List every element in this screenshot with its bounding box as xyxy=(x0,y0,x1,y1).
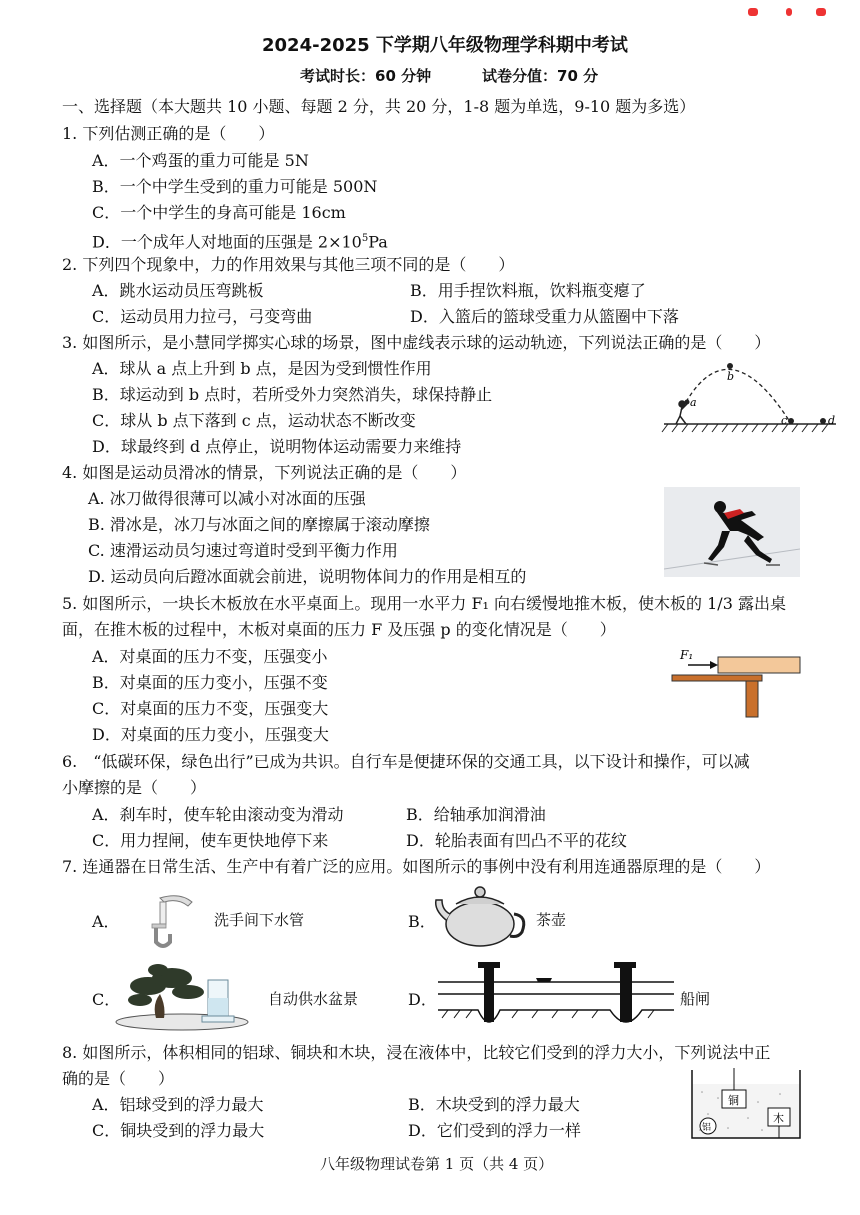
ship-lock-figure xyxy=(438,958,674,1034)
red-mark xyxy=(816,8,826,16)
q3-option-b: B．球运动到 b 点时，若所受外力突然消失，球保持静止 xyxy=(92,385,493,404)
bonsai-figure xyxy=(112,958,262,1034)
section-heading: 一、选择题（本大题共 10 小题、每题 2 分，共 20 分，1-8 题为单选，9-10 题为多选） xyxy=(62,97,696,116)
ball-d xyxy=(820,418,826,424)
page-footer: 八年级物理试卷第 1 页（共 4 页） xyxy=(320,1155,554,1173)
q2-option-c: C．运动员用力拉弓，弓变弯曲 xyxy=(92,307,313,326)
q1-option-c: C．一个中学生的身高可能是 16cm xyxy=(92,203,346,222)
copper-label: 铜 xyxy=(728,1094,739,1107)
skater-photo xyxy=(664,487,800,577)
q1-stem: 1. 下列估测正确的是（ ） xyxy=(62,124,275,143)
force-label: F₁ xyxy=(680,648,694,662)
q6-stem-line2: 小摩擦的是（ ） xyxy=(62,778,207,797)
q5-stem-line2: 面，在推木板的过程中，木板对桌面的压力 F 及压强 p 的变化情况是（ ） xyxy=(62,620,616,639)
q5-option-b: B．对桌面的压力变小，压强不变 xyxy=(92,673,328,692)
q2-option-d: D．入篮后的篮球受重力从篮圈中下落 xyxy=(410,307,679,326)
label-d: d xyxy=(828,414,836,427)
q8-stem-line2: 确的是（ ） xyxy=(62,1069,175,1088)
q1-option-a: A．一个鸡蛋的重力可能是 5N xyxy=(92,151,309,170)
drain-pipe-figure xyxy=(140,892,200,956)
exam-duration: 考试时长：60 分钟 xyxy=(300,67,432,85)
q7-stem: 7. 连通器在日常生活、生产中有着广泛的应用。如图所示的事例中没有利用连通器原理的是（ ） xyxy=(62,857,771,876)
ball-c xyxy=(788,418,794,424)
red-mark xyxy=(786,8,792,16)
q7-option-c: C． xyxy=(92,990,121,1009)
q3-option-d: D．球最终到 d 点停止，说明物体运动需要力来维持 xyxy=(92,437,462,456)
q8-option-a: A．铝球受到的浮力最大 xyxy=(92,1095,264,1114)
q8-option-d: D．它们受到的浮力一样 xyxy=(408,1121,581,1140)
aluminum-label: 铝 xyxy=(702,1123,712,1133)
q7-option-b: B． xyxy=(408,912,436,931)
q6-stem-line1: 6. “低碳环保，绿色出行”已成为共识。自行车是便捷环保的交通工具，以下设计和操作，可以减 xyxy=(62,752,750,771)
q6-option-c: C．用力捏闸，使车更快地停下来 xyxy=(92,831,329,850)
q6-option-d: D．轮胎表面有凹凸不平的花纹 xyxy=(406,831,627,850)
q5-option-d: D．对桌面的压力变小，压强变大 xyxy=(92,725,329,744)
q7-a-label: 洗手间下水管 xyxy=(214,911,305,929)
q4-stem: 4. 如图是运动员滑冰的情景，下列说法正确的是（ ） xyxy=(62,463,467,482)
ball-a xyxy=(685,400,690,405)
exam-title: 2024-2025 下学期八年级物理学科期中考试 xyxy=(262,35,628,56)
q3-option-c: C．球从 b 点下落到 c 点，运动状态不断改变 xyxy=(92,411,416,430)
red-mark xyxy=(748,8,758,16)
buoyancy-figure xyxy=(688,1068,804,1142)
q7-option-d: D． xyxy=(408,990,437,1009)
q5-stem-line1: 5. 如图所示，一块长木板放在水平桌面上。现用一水平力 F₁ 向右缓慢地推木板，使木板的 1/3 露出桌 xyxy=(62,594,786,613)
label-c: c xyxy=(781,414,788,427)
wood-label: 木 xyxy=(773,1112,784,1125)
q6-option-b: B．给轴承加润滑油 xyxy=(406,805,546,824)
ball-b xyxy=(727,363,733,369)
teapot-figure xyxy=(432,880,528,950)
q2-option-a: A．跳水运动员压弯跳板 xyxy=(92,281,264,300)
q1-option-b: B．一个中学生受到的重力可能是 500N xyxy=(92,177,378,196)
q7-b-label: 茶壶 xyxy=(536,911,567,929)
q8-option-b: B．木块受到的浮力最大 xyxy=(408,1095,580,1114)
q8-option-c: C．铜块受到的浮力最大 xyxy=(92,1121,265,1140)
board-figure xyxy=(668,645,808,721)
label-a: a xyxy=(690,396,697,409)
q7-d-label: 船闸 xyxy=(680,990,711,1008)
q4-option-b: B. 滑冰是，冰刀与冰面之间的摩擦属于滚动摩擦 xyxy=(88,515,430,534)
q6-option-a: A．刹车时，使车轮由滚动变为滑动 xyxy=(92,805,344,824)
q7-c-label: 自动供水盆景 xyxy=(268,990,359,1008)
q3-stem: 3. 如图所示，是小慧同学掷实心球的场景，图中虚线表示球的运动轨迹，下列说法正确的是（ ） xyxy=(62,333,771,352)
exam-score: 试卷分值：70 分 xyxy=(482,67,599,85)
q2-stem: 2. 下列四个现象中，力的作用效果与其他三项不同的是（ ） xyxy=(62,255,515,274)
q5-option-c: C．对桌面的压力不变，压强变大 xyxy=(92,699,329,718)
trajectory-figure xyxy=(660,358,840,438)
q8-stem-line1: 8. 如图所示，体积相同的铝球、铜块和木块，浸在液体中，比较它们受到的浮力大小，下列说法中正 xyxy=(62,1043,771,1062)
q1-option-d: D．一个成年人对地面的压强是 $2\times 10^5Pa$ xyxy=(92,232,388,252)
q4-option-c: C. 速滑运动员匀速过弯道时受到平衡力作用 xyxy=(88,541,398,560)
q3-option-a: A．球从 a 点上升到 b 点，是因为受到惯性作用 xyxy=(92,359,432,378)
q4-option-a: A. 冰刀做得很薄可以减小对冰面的压强 xyxy=(88,489,366,508)
q4-option-d: D. 运动员向后蹬冰面就会前进，说明物体间力的作用是相互的 xyxy=(88,567,527,586)
label-b: b xyxy=(727,370,735,383)
q5-option-a: A．对桌面的压力不变，压强变小 xyxy=(92,647,328,666)
thrower-figure xyxy=(676,401,687,424)
q2-option-b: B．用手捏饮料瓶，饮料瓶变瘪了 xyxy=(410,281,646,300)
q7-option-a: A． xyxy=(92,912,120,931)
